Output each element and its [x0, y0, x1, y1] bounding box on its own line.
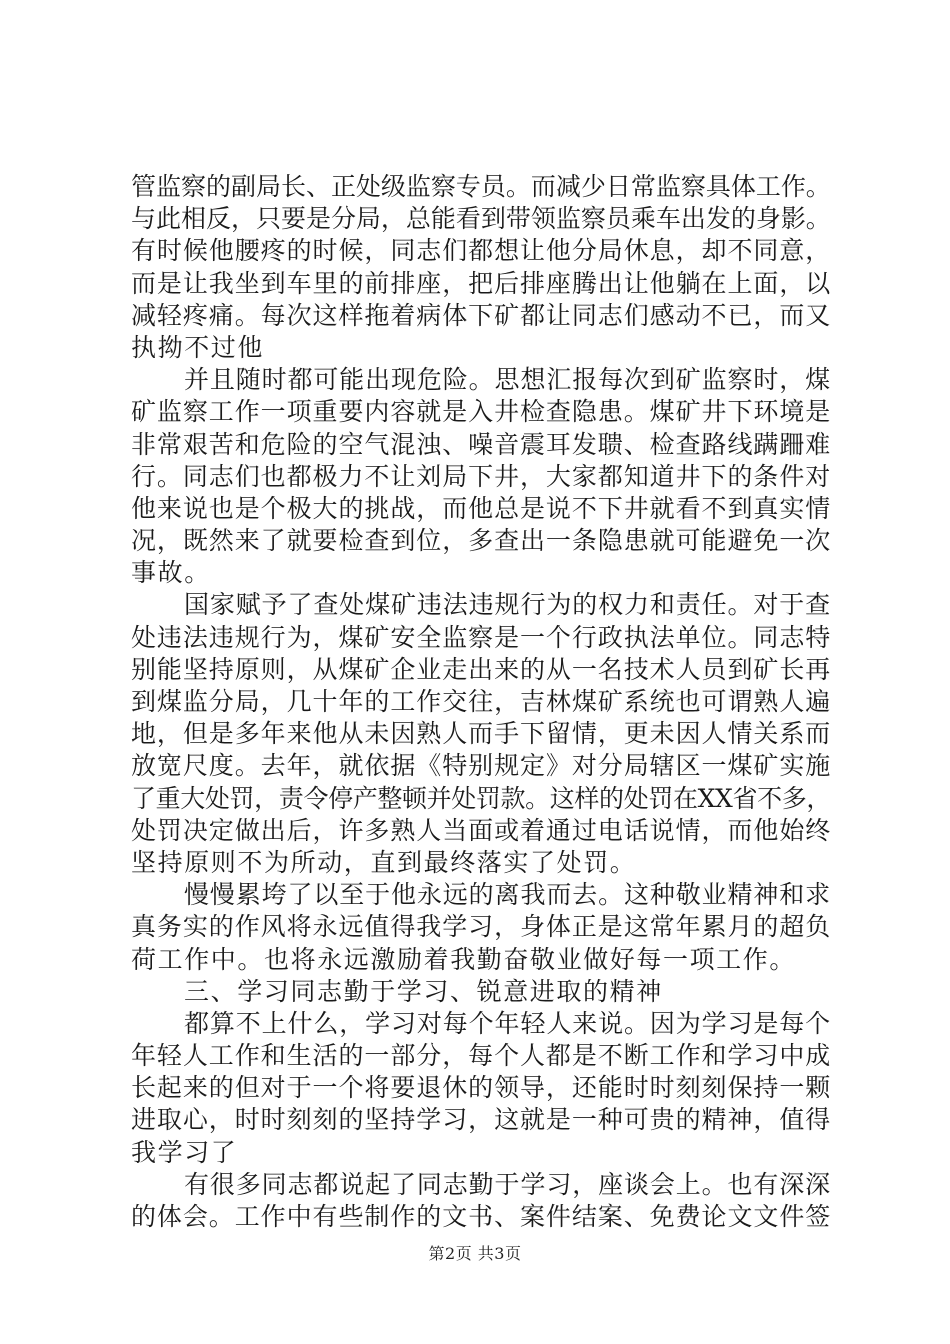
text-line: 的体会。工作中有些制作的文书、案件结案、免费论文文件签: [131, 1202, 832, 1231]
text-line: 国家赋予了查处煤矿违法违规行为的权力和责任。对于查: [184, 590, 832, 620]
text-line: 荷工作中。也将永远激励着我勤奋敬业做好每一项工作。: [131, 944, 797, 974]
text-line: 处违法违规行为，煤矿安全监察是一个行政执法单位。同志特: [131, 622, 832, 652]
text-line: 并且随时都可能出现危险。思想汇报每次到矿监察时，煤: [184, 365, 832, 395]
document-body: [131, 171, 831, 1233]
text-line: 矿监察工作一项重要内容就是入井检查隐患。煤矿井下环境是: [131, 397, 832, 427]
text-line: 他来说也是个极大的挑战，而他总是说不下井就看不到真实情: [131, 493, 832, 523]
text-line: 事故。: [131, 558, 211, 588]
text-line: 真务实的作风将永远值得我学习，身体正是这常年累月的超负: [131, 912, 832, 942]
text-line: 管监察的副局长、正处级监察专员。而减少日常监察具体工作。: [131, 172, 831, 201]
text-line: 都算不上什么，学习对每个年轻人来说。因为学习是每个: [184, 1008, 832, 1038]
text-line: 长起来的但对于一个将要退休的领导，还能时时刻刻保持一颗: [131, 1073, 832, 1103]
page-footer: 第2页 共3页: [428, 1244, 522, 1263]
text-line: 有很多同志都说起了同志勤于学习，座谈会上。也有深深: [184, 1169, 832, 1199]
text-line: 了重大处罚，责令停产整顿并处罚款。这样的处罚在XX省不多，: [131, 783, 831, 813]
text-line: 地，但是多年来他从未因熟人而手下留情，更未因人情关系而: [131, 719, 832, 749]
text-line: 减轻疼痛。每次这样拖着病体下矿都让同志们感动不已，而又: [131, 300, 832, 330]
text-line: 慢慢累垮了以至于他永远的离我而去。这种敬业精神和求: [184, 880, 832, 910]
text-line: 与此相反，只要是分局，总能看到带领监察员乘车出发的身影。: [131, 204, 831, 234]
text-line: 三、学习同志勤于学习、锐意进取的精神: [184, 976, 663, 1006]
text-line: 非常艰苦和危险的空气混浊、噪音震耳发聩、检查路线蹒跚难: [131, 429, 832, 459]
text-line: 进取心，时时刻刻的坚持学习，这就是一种可贵的精神，值得: [131, 1105, 832, 1135]
text-line: 而是让我坐到车里的前排座，把后排座腾出让他躺在上面，以: [131, 268, 832, 298]
text-line: 况，既然来了就要检查到位，多查出一条隐患就可能避免一次: [131, 526, 832, 556]
text-line: 处罚决定做出后，许多熟人当面或着通过电话说情，而他始终: [131, 815, 832, 845]
text-line: 我学习了: [131, 1137, 238, 1167]
text-line: 到煤监分局，几十年的工作交往，吉林煤矿系统也可谓熟人遍: [131, 687, 832, 716]
text-line: 有时候他腰疼的时候，同志们都想让他分局休息，却不同意，: [131, 236, 832, 266]
text-line: 执拗不过他: [131, 332, 265, 362]
text-line: 放宽尺度。去年，就依据《特别规定》对分局辖区一煤矿实施: [131, 751, 832, 781]
text-line: 年轻人工作和生活的一部分，每个人都是不断工作和学习中成: [131, 1041, 832, 1071]
text-line: 别能坚持原则，从煤矿企业走出来的从一名技术人员到矿长再: [131, 654, 832, 684]
text-line: 坚持原则不为所动，直到最终落实了处罚。: [131, 847, 637, 877]
text-line: 行。同志们也都极力不让刘局下井，大家都知道井下的条件对: [131, 461, 832, 491]
